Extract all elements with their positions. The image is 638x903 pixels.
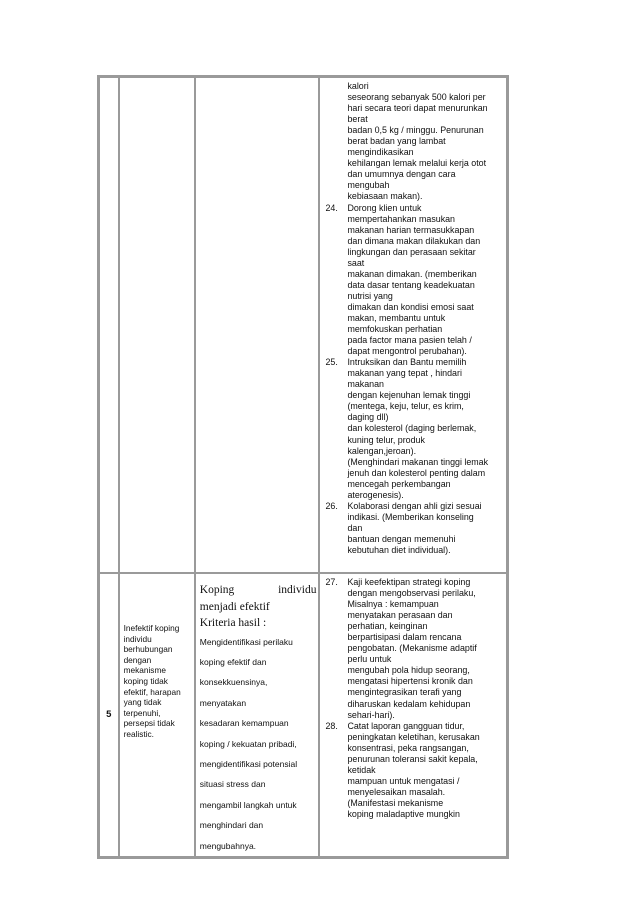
list-item (320, 357, 503, 501)
text-line: mengambil langkah untuk (199, 799, 297, 810)
item-line: sehari-hari). (347, 709, 395, 720)
goal-cell (195, 77, 320, 573)
row-number: 5 (99, 573, 119, 857)
text-line: dengan (123, 654, 152, 665)
text-line: kesadaran kemampuan (199, 718, 289, 729)
item-line: Kolaborasi dengan ahli gizi sesuai (347, 500, 482, 511)
item-line: kuning telur, produk (347, 434, 425, 445)
item-line: dan dimana makan dilakukan dan (347, 235, 481, 246)
list-item (320, 203, 503, 358)
item-line: makanan yang tepat , hindari (347, 368, 462, 379)
text-line: mengubah (347, 180, 390, 191)
text-line: koping tidak (123, 675, 168, 686)
item-line: saat (347, 257, 365, 268)
item-line: dengan kejenuhan lemak tinggi (347, 390, 471, 401)
text-line: konsekkuensinya, (199, 677, 268, 688)
goal-heading-word: Koping (199, 584, 235, 596)
text-line: kalori (347, 81, 369, 91)
item-line: makan, membantu untuk (347, 312, 446, 323)
text-line: realistic. (123, 728, 154, 739)
item-line: makanan dimakan. (memberikan (347, 268, 477, 279)
item-line: menyelesaikan masalah. (347, 786, 446, 797)
text-line: yang tidak (123, 697, 162, 708)
item-line: makanan harian termasukkapan (347, 224, 475, 235)
item-line: peningkatan keletihan, kerusakan (347, 731, 480, 742)
text-line: berat badan yang lambat (347, 136, 446, 147)
item-number: 28. (325, 720, 338, 731)
diagnosis-text (120, 574, 194, 740)
goal-heading-word: individu (278, 584, 317, 596)
item-number: 26. (325, 500, 338, 511)
text-line: menghindari dan (199, 820, 264, 831)
item-line: mencegah perkembangan (347, 478, 451, 489)
text-line: mengubahnya. (199, 840, 257, 851)
text-line: badan 0,5 kg / minggu. Penurunan (347, 125, 484, 136)
list-item (320, 721, 503, 820)
item-line: Catat laporan gangguan tidur, (347, 720, 465, 731)
nursing-care-plan-table (97, 75, 509, 859)
text-line: Mengidentifikasi perilaku (199, 636, 293, 647)
goal-heading-line: Kriteria hasil : (199, 617, 267, 629)
diagnosis-cell (119, 573, 195, 857)
item-line: dan (347, 522, 363, 533)
goal-text (196, 574, 319, 856)
intervention-cell (319, 77, 507, 573)
criteria-text (196, 632, 319, 856)
text-line: Inefektif koping (123, 623, 180, 633)
list-item (320, 577, 503, 721)
goal-heading (196, 574, 319, 632)
item-line: perlu untuk (347, 654, 392, 665)
item-line: Intruksikan dan Bantu memilih (347, 357, 467, 368)
item-line: dimakan dan kondisi emosi saat (347, 301, 474, 312)
item-line: mempertahankan masukan (347, 213, 455, 224)
goal-heading-line: menjadi efektif (199, 600, 270, 613)
text-line: mekanisme (123, 665, 166, 676)
item-line: indikasi. (Memberikan konseling (347, 511, 474, 522)
text-line: mengindikasikan (347, 147, 414, 158)
item-line: mengatasi hipertensi kronik dan (347, 676, 473, 687)
item-number: 24. (325, 202, 338, 213)
text-line: efektif, harapan (123, 686, 181, 697)
item-line: (Menghindari makanan tinggi lemak (347, 456, 489, 467)
item-line: pengobatan. (Mekanisme adaptif (347, 643, 477, 654)
item-line: diharuskan kedalam kehidupan (347, 698, 471, 709)
item-line: perhatian, keinginan (347, 621, 428, 632)
diagnosis-cell (119, 77, 195, 573)
item-line: menyatakan perasaan dan (347, 610, 453, 621)
text-line: kebiasaan makan). (347, 191, 423, 202)
item-line: penurunan toleransi sakit kepala, (347, 753, 478, 764)
intervention-cell (319, 573, 507, 857)
item-line: (mentega, keju, telur, es krim, (347, 401, 464, 412)
item-line: bantuan dengan memenuhi (347, 533, 456, 544)
text-line: dan umumnya dengan cara (347, 169, 456, 180)
item-line: dengan mengobservasi perilaku, (347, 588, 476, 599)
item-line: konsentrasi, peka rangsangan, (347, 742, 469, 753)
item-line: berpartisipasi dalam rencana (347, 632, 462, 643)
text-line: terpenuhi, (123, 707, 161, 718)
item-line: (Manifestasi mekanisme (347, 797, 444, 808)
list-item (320, 501, 503, 556)
table-row (99, 573, 507, 857)
item-line: memfokuskan perhatian (347, 324, 443, 335)
item-line: mengubah pola hidup seorang, (347, 665, 470, 676)
number-cell (99, 77, 119, 573)
text-line: koping efektif dan (199, 656, 267, 667)
item-line: kalengan,jeroan). (347, 445, 417, 456)
intervention-list (320, 78, 506, 559)
text-line: kehilangan lemak melalui kerja otot (347, 158, 487, 169)
item-line: jenuh dan kolesterol penting dalam (347, 467, 486, 478)
item-line: nutrisi yang (347, 290, 393, 301)
text-line: seseorang sebanyak 500 kalori per (347, 92, 486, 103)
goal-cell (195, 573, 320, 857)
item-line: kebutuhan diet individual). (347, 544, 451, 555)
item-line: mengintegrasikan terafi yang (347, 687, 462, 698)
item-line: Dorong klien untuk (347, 202, 422, 213)
item-line: dan kolesterol (daging berlemak, (347, 423, 477, 434)
item-line: mampuan untuk mengatasi / (347, 775, 460, 786)
item-line: koping maladaptive mungkin (347, 808, 460, 819)
text-line: mengidentifikasi potensial (199, 758, 298, 769)
item-line: Misalnya : kemampuan (347, 599, 439, 610)
item-line: daging dll) (347, 412, 389, 423)
text-line: berhubungan (123, 644, 173, 655)
item-line: data dasar tentang keadekuatan (347, 279, 475, 290)
item-line: aterogenesis). (347, 489, 404, 500)
text-line: hari secara teori dapat menurunkan (347, 103, 488, 114)
text-line: menyatakan (199, 697, 247, 708)
text-line: individu (123, 633, 152, 644)
item-number: 25. (325, 357, 338, 368)
item-line: makanan (347, 379, 384, 390)
item-line: dapat mengontrol perubahan). (347, 346, 467, 357)
item-number: 27. (325, 577, 338, 587)
table-row (99, 77, 507, 573)
text-line: persepsi tidak (123, 718, 175, 729)
intervention-list (320, 574, 506, 823)
item-line: lingkungan dan perasaan sekitar (347, 246, 476, 257)
item-line: pada factor mana pasien telah / (347, 335, 472, 346)
text-line: berat (347, 114, 368, 125)
text-line: situasi stress dan (199, 779, 266, 790)
text-line: koping / kekuatan pribadi, (199, 738, 297, 749)
item-line: ketidak (347, 764, 376, 775)
item-line: Kaji keefektipan strategi koping (347, 577, 471, 587)
